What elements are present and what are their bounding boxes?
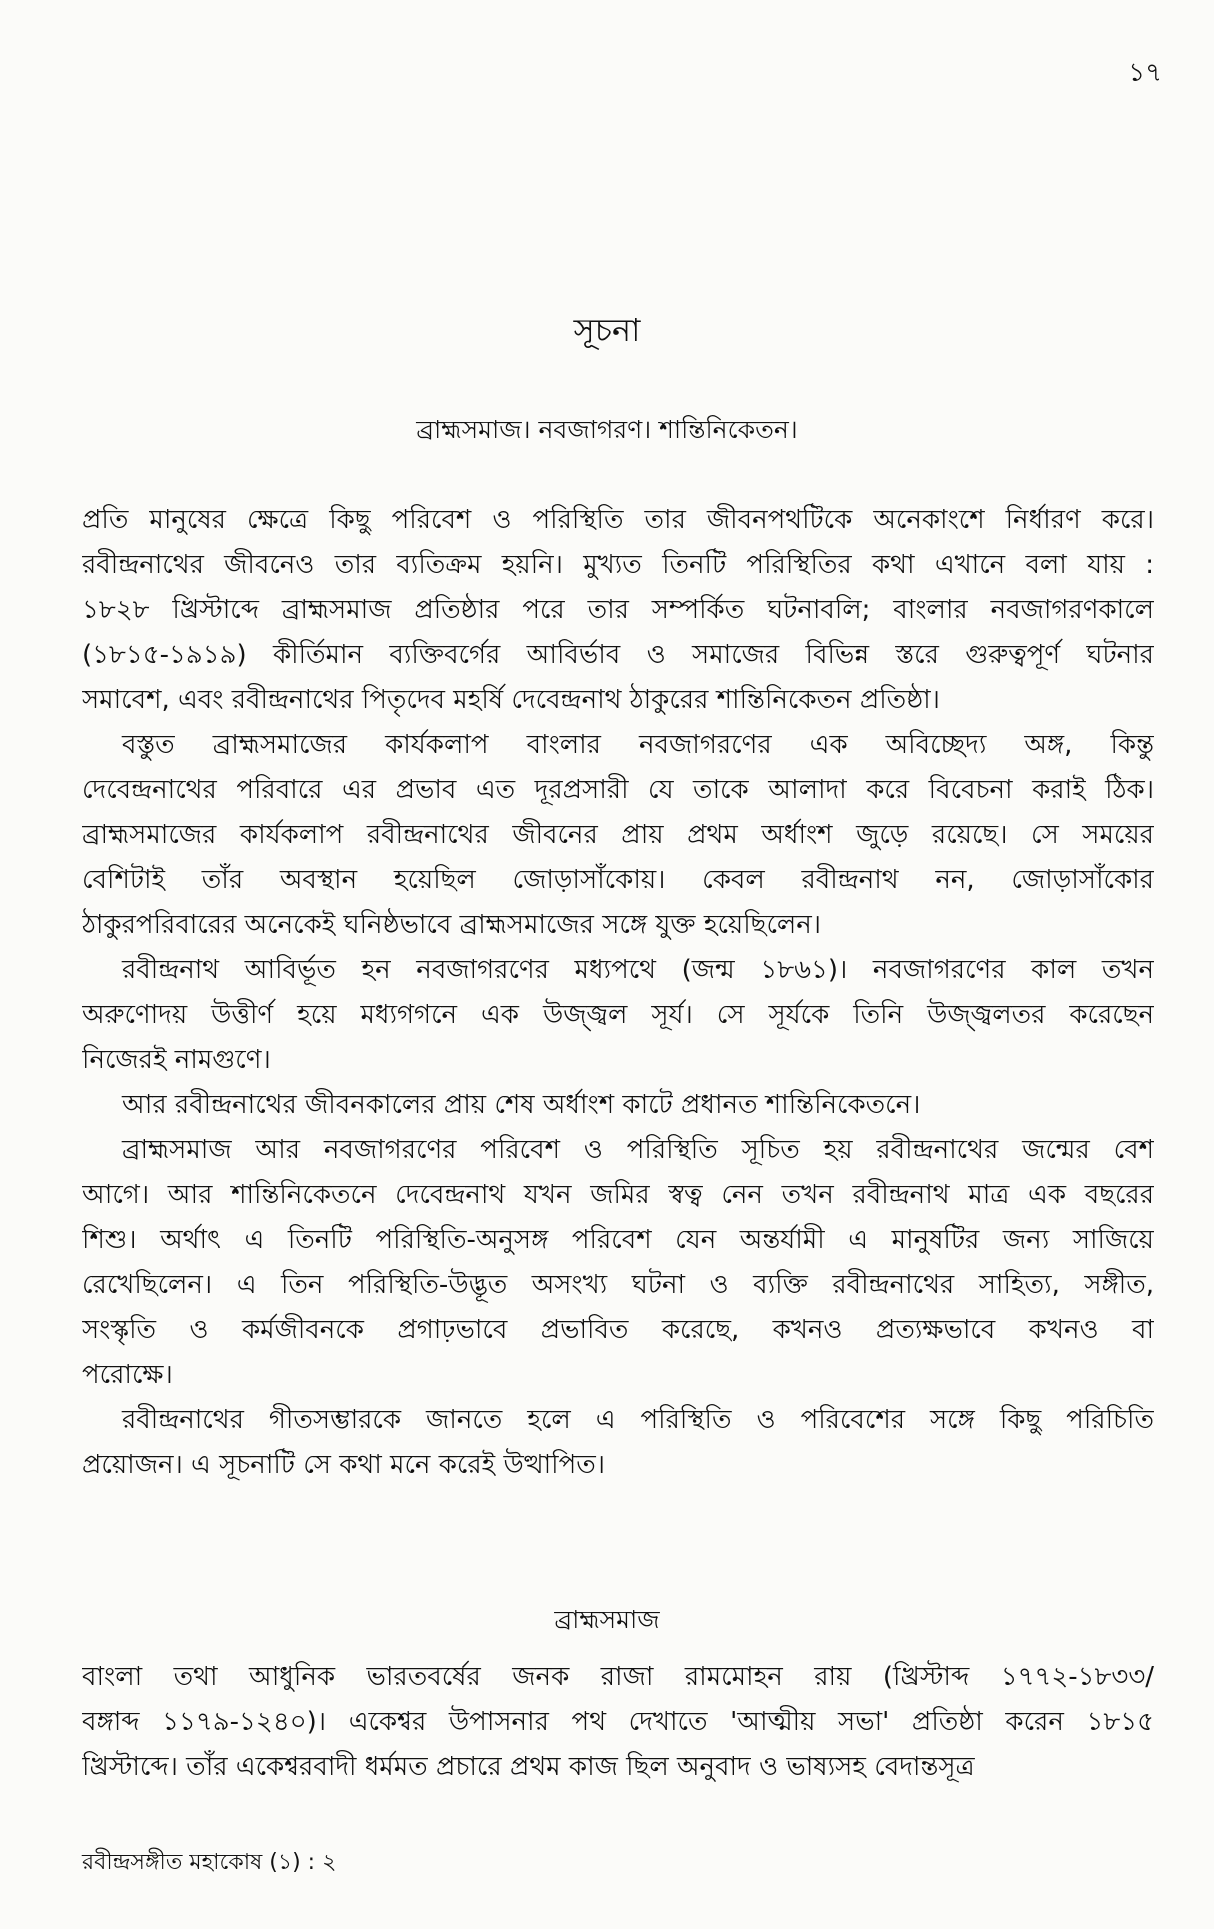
text-line: দেবেন্দ্রনাথের পরিবারে এর প্রভাব এত দূরপ্রসারী যে তাকে আলাদা করে বিবেচনা করাই ঠিক। [82, 775, 1154, 805]
chapter-title: সূচনা [573, 311, 641, 349]
text-line: নিজেরই নামগুণে। [82, 1045, 271, 1075]
paragraph [82, 1655, 1154, 1790]
text-line: বেশিটাই তাঁর অবস্থান হয়েছিল জোড়াসাঁকোয়। কেবল রবীন্দ্রনাথ নন, জোড়াসাঁকোর [82, 865, 1154, 895]
text-line: পরোক্ষে। [82, 1360, 173, 1390]
text-line: প্রয়োজন। এ সূচনাটি সে কথা মনে করেই উত্থাপিত। [82, 1450, 606, 1480]
paragraph [82, 723, 1154, 948]
text-line: ঠাকুরপরিবারের অনেকেই ঘনিষ্ঠভাবে ব্রাহ্মসমাজের সঙ্গে যুক্ত হয়েছিলেন। [82, 910, 822, 940]
text-line: প্রতি মানুষের ক্ষেত্রে কিছু পরিবেশ ও পরিস্থিতি তার জীবনপথটিকে অনেকাংশে নির্ধারণ করে। [82, 505, 1154, 535]
page-footer: রবীন্দ্রসঙ্গীত মহাকোষ (১) : ২ [82, 1850, 337, 1875]
section-heading: ব্রাহ্মসমাজ [554, 1605, 660, 1634]
text-line: রবীন্দ্রনাথের জীবনেও তার ব্যতিক্রম হয়নি। মুখ্যত তিনটি পরিস্থিতির কথা এখানে বলা যায় : [82, 550, 1154, 580]
text-line: ১৮২৮ খ্রিস্টাব্দে ব্রাহ্মসমাজ প্রতিষ্ঠার পরে তার সম্পর্কিত ঘটনাবলি; বাংলার নবজাগরণকালে [82, 595, 1154, 625]
text-line: রবীন্দ্রনাথের গীতসম্ভারকে জানতে হলে এ পরিস্থিতি ও পরিবেশের সঙ্গে কিছু পরিচিতি [122, 1405, 1154, 1435]
text-line: সংস্কৃতি ও কর্মজীবনকে প্রগাঢ়ভাবে প্রভাবিত করেছে, কখনও প্রত্যক্ষভাবে কখনও বা [82, 1315, 1154, 1345]
page-number: ১৭ [1128, 58, 1162, 88]
paragraph [82, 1398, 1154, 1488]
text-line: বাংলা তথা আধুনিক ভারতবর্ষের জনক রাজা রামমোহন রায় (খ্রিস্টাব্দ ১৭৭২-১৮৩৩/ [82, 1662, 1154, 1692]
text-line: সমাবেশ, এবং রবীন্দ্রনাথের পিতৃদেব মহর্ষি দেবেন্দ্রনাথ ঠাকুরের শান্তিনিকেতন প্রতিষ্ঠা। [82, 685, 940, 715]
paragraph [82, 498, 1154, 723]
chapter-subtitle: ব্রাহ্মসমাজ। নবজাগরণ। শান্তিনিকেতন। [416, 415, 798, 444]
intro-text [82, 498, 1154, 1488]
text-line: অরুণোদয় উত্তীর্ণ হয়ে মধ্যগগনে এক উজ্জ্বল সূর্য। সে সূর্যকে তিনি উজ্জ্বলতর করেছেন [82, 1000, 1154, 1030]
text-line: ব্রাহ্মসমাজের কার্যকলাপ রবীন্দ্রনাথের জীবনের প্রায় প্রথম অর্ধাংশ জুড়ে রয়েছে। সে সময়ের [82, 820, 1154, 850]
section-text [82, 1655, 1154, 1790]
text-line: আগে। আর শান্তিনিকেতনে দেবেন্দ্রনাথ যখন জমির স্বত্ব নেন তখন রবীন্দ্রনাথ মাত্র এক বছরের [82, 1180, 1154, 1210]
text-line: বঙ্গাব্দ ১১৭৯-১২৪০)। একেশ্বর উপাসনার পথ দেখাতে 'আত্মীয় সভা' প্রতিষ্ঠা করেন ১৮১৫ [82, 1707, 1154, 1737]
paragraph [82, 948, 1154, 1083]
text-line: ব্রাহ্মসমাজ আর নবজাগরণের পরিবেশ ও পরিস্থিতি সূচিত হয় রবীন্দ্রনাথের জন্মের বেশ [122, 1135, 1154, 1165]
text-line: (১৮১৫-১৯১৯) কীর্তিমান ব্যক্তিবর্গের আবির্ভাব ও সমাজের বিভিন্ন স্তরে গুরুত্বপূর্ণ ঘটনার [82, 640, 1154, 670]
text-line: রবীন্দ্রনাথ আবির্ভূত হন নবজাগরণের মধ্যপথে (জন্ম ১৮৬১)। নবজাগরণের কাল তখন [122, 955, 1154, 985]
text-line: খ্রিস্টাব্দে। তাঁর একেশ্বরবাদী ধর্মমত প্রচারে প্রথম কাজ ছিল অনুবাদ ও ভাষ্যসহ বেদান্তসূত্র [82, 1752, 975, 1782]
text-line: আর রবীন্দ্রনাথের জীবনকালের প্রায় শেষ অর্ধাংশ কাটে প্রধানত শান্তিনিকেতনে। [122, 1090, 921, 1120]
paragraph [82, 1083, 1154, 1128]
text-line: রেখেছিলেন। এ তিন পরিস্থিতি-উদ্ভূত অসংখ্য ঘটনা ও ব্যক্তি রবীন্দ্রনাথের সাহিত্য, সঙ্গীত, [82, 1270, 1154, 1300]
text-line: শিশু। অর্থাৎ এ তিনটি পরিস্থিতি-অনুসঙ্গ পরিবেশ যেন অন্তর্যামী এ মানুষটির জন্য সাজিয়ে [82, 1225, 1154, 1255]
paragraph [82, 1128, 1154, 1398]
text-line: বস্তুত ব্রাহ্মসমাজের কার্যকলাপ বাংলার নবজাগরণের এক অবিচ্ছেদ্য অঙ্গ, কিন্তু [122, 730, 1154, 760]
